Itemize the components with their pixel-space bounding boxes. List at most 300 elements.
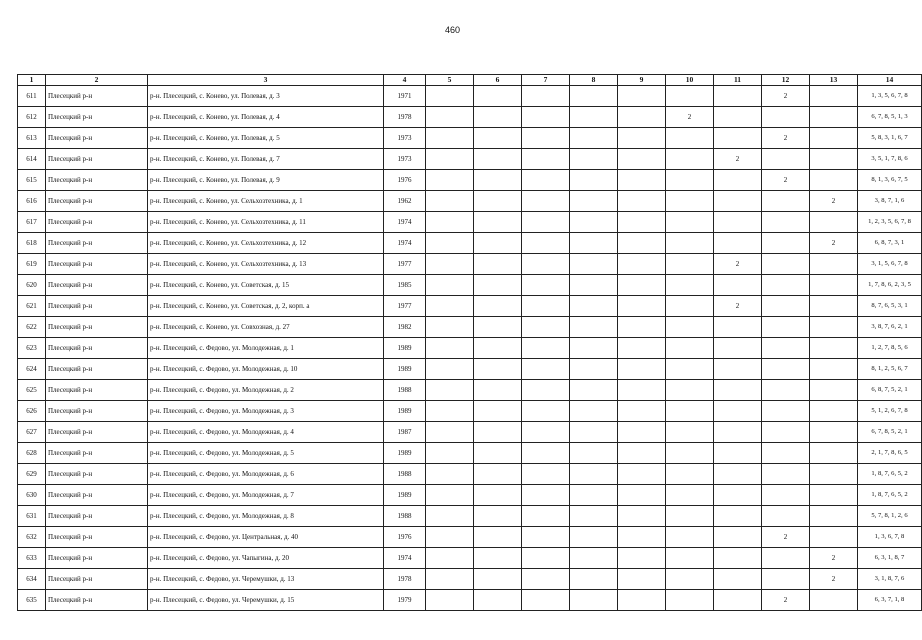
cell-col-11 xyxy=(714,485,762,506)
cell-col-11 xyxy=(714,191,762,212)
cell-col-7 xyxy=(522,338,570,359)
cell-col-11 xyxy=(714,443,762,464)
column-header-6: 6 xyxy=(474,75,522,86)
cell-col-7 xyxy=(522,527,570,548)
table-row xyxy=(18,338,922,359)
table-row xyxy=(18,359,922,380)
table-row xyxy=(18,569,922,590)
cell-col-7 xyxy=(522,464,570,485)
cell-col-8 xyxy=(570,506,618,527)
sequence-cell: 8, 7, 6, 5, 3, 1 xyxy=(858,296,922,317)
cell-col-13 xyxy=(810,275,858,296)
cell-col-7 xyxy=(522,107,570,128)
address-cell: р-н. Плесецкий, с. Федово, ул. Центральная, д. 40 xyxy=(148,527,384,548)
address-cell: р-н. Плесецкий, с. Федово, ул. Молодежная, д. 6 xyxy=(148,464,384,485)
cell-col-12 xyxy=(762,149,810,170)
table-row xyxy=(18,296,922,317)
cell-col-7 xyxy=(522,191,570,212)
cell-col-10 xyxy=(666,380,714,401)
sequence-cell: 3, 5, 1, 7, 8, 6 xyxy=(858,149,922,170)
cell-col-13 xyxy=(810,506,858,527)
cell-col-11 xyxy=(714,128,762,149)
cell-col-13 xyxy=(810,464,858,485)
address-cell: р-н. Плесецкий, с. Федово, ул. Молодежная, д. 8 xyxy=(148,506,384,527)
year-cell: 1976 xyxy=(384,527,426,548)
address-cell: р-н. Плесецкий, с. Федово, ул. Молодежная, д. 4 xyxy=(148,422,384,443)
cell-col-13: 2 xyxy=(810,191,858,212)
sequence-cell: 1, 8, 7, 6, 5, 2 xyxy=(858,464,922,485)
cell-col-10 xyxy=(666,548,714,569)
cell-col-8 xyxy=(570,254,618,275)
cell-col-12 xyxy=(762,380,810,401)
cell-col-8 xyxy=(570,590,618,611)
cell-col-10 xyxy=(666,569,714,590)
table-row xyxy=(18,590,922,611)
cell-col-12: 2 xyxy=(762,86,810,107)
year-cell: 1979 xyxy=(384,590,426,611)
row-number: 613 xyxy=(18,128,46,149)
district-cell: Плесецкий р-н xyxy=(46,590,148,611)
year-cell: 1987 xyxy=(384,422,426,443)
year-cell: 1988 xyxy=(384,380,426,401)
row-number: 616 xyxy=(18,191,46,212)
row-number: 634 xyxy=(18,569,46,590)
cell-col-11: 2 xyxy=(714,149,762,170)
cell-col-10 xyxy=(666,191,714,212)
cell-col-13 xyxy=(810,170,858,191)
cell-col-5 xyxy=(426,212,474,233)
year-cell: 1988 xyxy=(384,506,426,527)
address-cell: р-н. Плесецкий, с. Федово, ул. Черемушки, д. 13 xyxy=(148,569,384,590)
cell-col-10 xyxy=(666,422,714,443)
cell-col-13 xyxy=(810,443,858,464)
cell-col-11 xyxy=(714,275,762,296)
cell-col-5 xyxy=(426,548,474,569)
cell-col-13 xyxy=(810,149,858,170)
district-cell: Плесецкий р-н xyxy=(46,233,148,254)
cell-col-8 xyxy=(570,317,618,338)
cell-col-11 xyxy=(714,86,762,107)
cell-col-9 xyxy=(618,548,666,569)
cell-col-12 xyxy=(762,485,810,506)
cell-col-8 xyxy=(570,548,618,569)
cell-col-7 xyxy=(522,506,570,527)
column-header-10: 10 xyxy=(666,75,714,86)
district-cell: Плесецкий р-н xyxy=(46,569,148,590)
district-cell: Плесецкий р-н xyxy=(46,443,148,464)
cell-col-13 xyxy=(810,359,858,380)
address-cell: р-н. Плесецкий, с. Конево, ул. Сельхозтехника, д. 1 xyxy=(148,191,384,212)
address-cell: р-н. Плесецкий, с. Конево, ул. Полевая, д. 4 xyxy=(148,107,384,128)
year-cell: 1973 xyxy=(384,128,426,149)
row-number: 620 xyxy=(18,275,46,296)
cell-col-11 xyxy=(714,527,762,548)
cell-col-12 xyxy=(762,422,810,443)
cell-col-12 xyxy=(762,191,810,212)
cell-col-8 xyxy=(570,275,618,296)
cell-col-5 xyxy=(426,422,474,443)
row-number: 626 xyxy=(18,401,46,422)
row-number: 615 xyxy=(18,170,46,191)
cell-col-5 xyxy=(426,380,474,401)
column-header-9: 9 xyxy=(618,75,666,86)
cell-col-10: 2 xyxy=(666,107,714,128)
cell-col-8 xyxy=(570,149,618,170)
table-row xyxy=(18,212,922,233)
cell-col-11 xyxy=(714,107,762,128)
table-row xyxy=(18,464,922,485)
cell-col-5 xyxy=(426,527,474,548)
year-cell: 1974 xyxy=(384,548,426,569)
cell-col-5 xyxy=(426,590,474,611)
cell-col-9 xyxy=(618,401,666,422)
cell-col-5 xyxy=(426,86,474,107)
address-cell: р-н. Плесецкий, с. Конево, ул. Совхозная, д. 27 xyxy=(148,317,384,338)
cell-col-5 xyxy=(426,317,474,338)
cell-col-6 xyxy=(474,422,522,443)
cell-col-13: 2 xyxy=(810,233,858,254)
cell-col-8 xyxy=(570,107,618,128)
year-cell: 1989 xyxy=(384,485,426,506)
row-number: 631 xyxy=(18,506,46,527)
district-cell: Плесецкий р-н xyxy=(46,422,148,443)
row-number: 635 xyxy=(18,590,46,611)
cell-col-12 xyxy=(762,233,810,254)
year-cell: 1974 xyxy=(384,233,426,254)
sequence-cell: 6, 8, 7, 3, 1 xyxy=(858,233,922,254)
cell-col-9 xyxy=(618,296,666,317)
cell-col-5 xyxy=(426,128,474,149)
cell-col-5 xyxy=(426,506,474,527)
cell-col-10 xyxy=(666,128,714,149)
cell-col-5 xyxy=(426,443,474,464)
year-cell: 1978 xyxy=(384,569,426,590)
cell-col-13 xyxy=(810,380,858,401)
cell-col-8 xyxy=(570,401,618,422)
district-cell: Плесецкий р-н xyxy=(46,380,148,401)
column-header-2: 2 xyxy=(46,75,148,86)
cell-col-10 xyxy=(666,317,714,338)
cell-col-9 xyxy=(618,527,666,548)
table-row xyxy=(18,443,922,464)
year-cell: 1985 xyxy=(384,275,426,296)
cell-col-6 xyxy=(474,170,522,191)
address-cell: р-н. Плесецкий, с. Конево, ул. Полевая, д. 9 xyxy=(148,170,384,191)
row-number: 619 xyxy=(18,254,46,275)
cell-col-7 xyxy=(522,233,570,254)
cell-col-7 xyxy=(522,590,570,611)
cell-col-6 xyxy=(474,317,522,338)
cell-col-7 xyxy=(522,254,570,275)
cell-col-10 xyxy=(666,485,714,506)
header-row xyxy=(18,75,922,86)
cell-col-7 xyxy=(522,275,570,296)
year-cell: 1974 xyxy=(384,212,426,233)
sequence-cell: 1, 3, 6, 7, 8 xyxy=(858,527,922,548)
cell-col-9 xyxy=(618,254,666,275)
sequence-cell: 3, 8, 7, 6, 2, 1 xyxy=(858,317,922,338)
cell-col-7 xyxy=(522,317,570,338)
district-cell: Плесецкий р-н xyxy=(46,149,148,170)
cell-col-6 xyxy=(474,254,522,275)
cell-col-10 xyxy=(666,254,714,275)
cell-col-6 xyxy=(474,485,522,506)
address-cell: р-н. Плесецкий, с. Конево, ул. Полевая, д. 5 xyxy=(148,128,384,149)
cell-col-11 xyxy=(714,338,762,359)
cell-col-10 xyxy=(666,86,714,107)
sequence-cell: 1, 8, 7, 6, 5, 2 xyxy=(858,485,922,506)
district-cell: Плесецкий р-н xyxy=(46,527,148,548)
column-header-8: 8 xyxy=(570,75,618,86)
cell-col-13: 2 xyxy=(810,548,858,569)
cell-col-9 xyxy=(618,569,666,590)
cell-col-13 xyxy=(810,401,858,422)
cell-col-6 xyxy=(474,464,522,485)
row-number: 624 xyxy=(18,359,46,380)
cell-col-11 xyxy=(714,569,762,590)
page-number: 460 xyxy=(444,25,461,35)
sequence-cell: 6, 7, 8, 5, 1, 3 xyxy=(858,107,922,128)
cell-col-7 xyxy=(522,569,570,590)
sequence-cell: 3, 8, 7, 1, 6 xyxy=(858,191,922,212)
cell-col-13 xyxy=(810,254,858,275)
cell-col-5 xyxy=(426,485,474,506)
column-header-14: 14 xyxy=(858,75,922,86)
sequence-cell: 5, 7, 8, 1, 2, 6 xyxy=(858,506,922,527)
column-header-4: 4 xyxy=(384,75,426,86)
table-row xyxy=(18,191,922,212)
year-cell: 1988 xyxy=(384,464,426,485)
table-body xyxy=(18,86,922,611)
cell-col-9 xyxy=(618,233,666,254)
sequence-cell: 8, 1, 3, 6, 7, 5 xyxy=(858,170,922,191)
district-cell: Плесецкий р-н xyxy=(46,464,148,485)
cell-col-7 xyxy=(522,149,570,170)
column-header-3: 3 xyxy=(148,75,384,86)
cell-col-6 xyxy=(474,149,522,170)
cell-col-10 xyxy=(666,590,714,611)
table-row xyxy=(18,422,922,443)
cell-col-13 xyxy=(810,485,858,506)
cell-col-12: 2 xyxy=(762,590,810,611)
cell-col-5 xyxy=(426,149,474,170)
address-cell: р-н. Плесецкий, с. Федово, ул. Чапыгина, д. 20 xyxy=(148,548,384,569)
cell-col-12 xyxy=(762,548,810,569)
cell-col-6 xyxy=(474,359,522,380)
sequence-cell: 3, 1, 8, 7, 6 xyxy=(858,569,922,590)
row-number: 623 xyxy=(18,338,46,359)
table-row xyxy=(18,401,922,422)
table-row xyxy=(18,506,922,527)
address-cell: р-н. Плесецкий, с. Конево, ул. Полевая, д. 3 xyxy=(148,86,384,107)
cell-col-7 xyxy=(522,128,570,149)
cell-col-12 xyxy=(762,464,810,485)
year-cell: 1989 xyxy=(384,443,426,464)
row-number: 618 xyxy=(18,233,46,254)
cell-col-13 xyxy=(810,422,858,443)
cell-col-9 xyxy=(618,485,666,506)
cell-col-10 xyxy=(666,359,714,380)
cell-col-12 xyxy=(762,443,810,464)
sequence-cell: 6, 3, 7, 1, 8 xyxy=(858,590,922,611)
cell-col-7 xyxy=(522,485,570,506)
address-cell: р-н. Плесецкий, с. Федово, ул. Молодежная, д. 10 xyxy=(148,359,384,380)
year-cell: 1989 xyxy=(384,359,426,380)
cell-col-6 xyxy=(474,443,522,464)
cell-col-10 xyxy=(666,149,714,170)
cell-col-10 xyxy=(666,338,714,359)
cell-col-8 xyxy=(570,212,618,233)
cell-col-6 xyxy=(474,401,522,422)
address-cell: р-н. Плесецкий, с. Федово, ул. Молодежная, д. 2 xyxy=(148,380,384,401)
cell-col-12: 2 xyxy=(762,128,810,149)
cell-col-13 xyxy=(810,317,858,338)
cell-col-10 xyxy=(666,212,714,233)
cell-col-12 xyxy=(762,359,810,380)
district-cell: Плесецкий р-н xyxy=(46,212,148,233)
address-cell: р-н. Плесецкий, с. Конево, ул. Советская, д. 2, корп. а xyxy=(148,296,384,317)
row-number: 632 xyxy=(18,527,46,548)
column-header-13: 13 xyxy=(810,75,858,86)
address-cell: р-н. Плесецкий, с. Федово, ул. Молодежная, д. 1 xyxy=(148,338,384,359)
cell-col-5 xyxy=(426,338,474,359)
cell-col-12: 2 xyxy=(762,527,810,548)
cell-col-5 xyxy=(426,275,474,296)
cell-col-5 xyxy=(426,191,474,212)
address-cell: р-н. Плесецкий, с. Конево, ул. Сельхозтехника, д. 12 xyxy=(148,233,384,254)
cell-col-8 xyxy=(570,485,618,506)
year-cell: 1977 xyxy=(384,254,426,275)
cell-col-12 xyxy=(762,506,810,527)
cell-col-9 xyxy=(618,107,666,128)
sequence-cell: 6, 3, 1, 8, 7 xyxy=(858,548,922,569)
cell-col-8 xyxy=(570,86,618,107)
table-row xyxy=(18,485,922,506)
cell-col-8 xyxy=(570,464,618,485)
cell-col-9 xyxy=(618,422,666,443)
year-cell: 1977 xyxy=(384,296,426,317)
row-number: 614 xyxy=(18,149,46,170)
cell-col-12 xyxy=(762,296,810,317)
cell-col-7 xyxy=(522,401,570,422)
year-cell: 1976 xyxy=(384,170,426,191)
table-row xyxy=(18,233,922,254)
cell-col-11 xyxy=(714,464,762,485)
cell-col-11 xyxy=(714,401,762,422)
cell-col-7 xyxy=(522,86,570,107)
district-cell: Плесецкий р-н xyxy=(46,317,148,338)
cell-col-9 xyxy=(618,317,666,338)
cell-col-12 xyxy=(762,317,810,338)
table-row xyxy=(18,317,922,338)
cell-col-6 xyxy=(474,212,522,233)
column-header-11: 11 xyxy=(714,75,762,86)
sequence-cell: 5, 8, 3, 1, 6, 7 xyxy=(858,128,922,149)
cell-col-9 xyxy=(618,149,666,170)
sequence-cell: 1, 2, 7, 8, 5, 6 xyxy=(858,338,922,359)
sequence-cell: 3, 1, 5, 6, 7, 8 xyxy=(858,254,922,275)
cell-col-10 xyxy=(666,275,714,296)
table-row xyxy=(18,128,922,149)
cell-col-7 xyxy=(522,359,570,380)
cell-col-11 xyxy=(714,233,762,254)
cell-col-6 xyxy=(474,86,522,107)
address-cell: р-н. Плесецкий, с. Конево, ул. Сельхозтехника, д. 13 xyxy=(148,254,384,275)
cell-col-11: 2 xyxy=(714,296,762,317)
row-number: 627 xyxy=(18,422,46,443)
sequence-cell: 5, 1, 2, 6, 7, 8 xyxy=(858,401,922,422)
cell-col-10 xyxy=(666,464,714,485)
cell-col-6 xyxy=(474,590,522,611)
district-cell: Плесецкий р-н xyxy=(46,170,148,191)
cell-col-7 xyxy=(522,443,570,464)
column-header-5: 5 xyxy=(426,75,474,86)
cell-col-11 xyxy=(714,422,762,443)
cell-col-9 xyxy=(618,128,666,149)
cell-col-10 xyxy=(666,506,714,527)
cell-col-6 xyxy=(474,191,522,212)
cell-col-6 xyxy=(474,506,522,527)
address-cell: р-н. Плесецкий, с. Федово, ул. Молодежная, д. 3 xyxy=(148,401,384,422)
cell-col-10 xyxy=(666,233,714,254)
cell-col-8 xyxy=(570,569,618,590)
cell-col-8 xyxy=(570,380,618,401)
cell-col-8 xyxy=(570,359,618,380)
cell-col-8 xyxy=(570,338,618,359)
table-row xyxy=(18,380,922,401)
cell-col-7 xyxy=(522,380,570,401)
cell-col-12 xyxy=(762,275,810,296)
cell-col-13 xyxy=(810,86,858,107)
cell-col-5 xyxy=(426,296,474,317)
address-cell: р-н. Плесецкий, с. Конево, ул. Полевая, д. 7 xyxy=(148,149,384,170)
table-row xyxy=(18,275,922,296)
district-cell: Плесецкий р-н xyxy=(46,506,148,527)
cell-col-6 xyxy=(474,548,522,569)
sequence-cell: 1, 3, 5, 6, 7, 8 xyxy=(858,86,922,107)
district-cell: Плесецкий р-н xyxy=(46,107,148,128)
row-number: 612 xyxy=(18,107,46,128)
row-number: 611 xyxy=(18,86,46,107)
year-cell: 1962 xyxy=(384,191,426,212)
district-cell: Плесецкий р-н xyxy=(46,548,148,569)
cell-col-7 xyxy=(522,548,570,569)
table-row xyxy=(18,107,922,128)
row-number: 617 xyxy=(18,212,46,233)
cell-col-6 xyxy=(474,527,522,548)
cell-col-11: 2 xyxy=(714,254,762,275)
column-header-1: 1 xyxy=(18,75,46,86)
cell-col-11 xyxy=(714,590,762,611)
district-cell: Плесецкий р-н xyxy=(46,338,148,359)
cell-col-5 xyxy=(426,233,474,254)
cell-col-6 xyxy=(474,569,522,590)
year-cell: 1971 xyxy=(384,86,426,107)
cell-col-10 xyxy=(666,401,714,422)
cell-col-6 xyxy=(474,296,522,317)
cell-col-10 xyxy=(666,443,714,464)
address-cell: р-н. Плесецкий, с. Федово, ул. Молодежная, д. 7 xyxy=(148,485,384,506)
cell-col-11 xyxy=(714,380,762,401)
cell-col-11 xyxy=(714,359,762,380)
data-table xyxy=(17,74,922,611)
cell-col-8 xyxy=(570,191,618,212)
cell-col-6 xyxy=(474,380,522,401)
cell-col-12 xyxy=(762,569,810,590)
district-cell: Плесецкий р-н xyxy=(46,128,148,149)
cell-col-8 xyxy=(570,170,618,191)
district-cell: Плесецкий р-н xyxy=(46,254,148,275)
